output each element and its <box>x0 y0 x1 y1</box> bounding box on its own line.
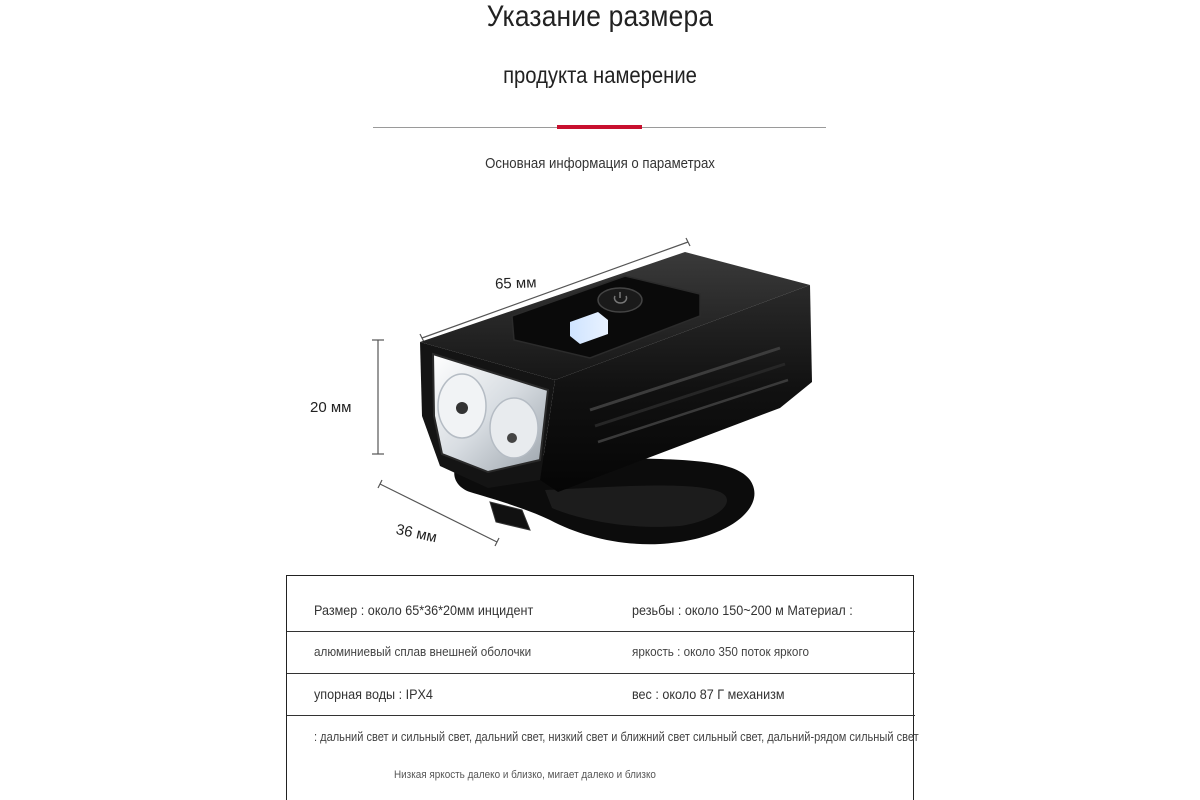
spec-size: Размер : около 65*36*20мм инцидент <box>314 602 534 618</box>
table-row-divider <box>287 631 915 632</box>
product-dimension-diagram <box>290 230 870 570</box>
page-subtitle: продукта намерение <box>503 62 697 88</box>
spec-brightness: яркость : около 350 поток яркого <box>632 644 809 659</box>
led-icon <box>507 433 517 443</box>
spec-range: резьбы : около 150~200 м Материал : <box>632 602 853 618</box>
spec-modes: : дальний свет и сильный свет, дальний свет, низкий свет и ближний свет сильный свет, дальний-рядом сильный свет <box>314 729 919 744</box>
page-title: Указание размера <box>486 0 714 33</box>
length-label: 65 мм <box>494 274 537 293</box>
power-button <box>598 288 642 312</box>
spec-modes-low: Низкая яркость далеко и близко, мигает далеко и близко <box>394 769 656 781</box>
table-row-divider <box>287 673 915 674</box>
section-label: Основная информация о параметрах <box>485 155 715 172</box>
spec-material: алюминиевый сплав внешней оболочки <box>314 644 532 659</box>
divider-accent <box>557 125 642 129</box>
width-label: 36 мм <box>394 520 439 547</box>
spec-table <box>286 575 919 800</box>
led-icon <box>456 402 468 414</box>
height-label: 20 мм <box>310 399 352 416</box>
spec-waterproof: упорная воды : IPX4 <box>314 686 433 702</box>
height-dimension <box>310 340 384 454</box>
spec-weight: вес : около 87 Г механизм <box>632 686 785 702</box>
table-row-divider <box>287 715 915 716</box>
